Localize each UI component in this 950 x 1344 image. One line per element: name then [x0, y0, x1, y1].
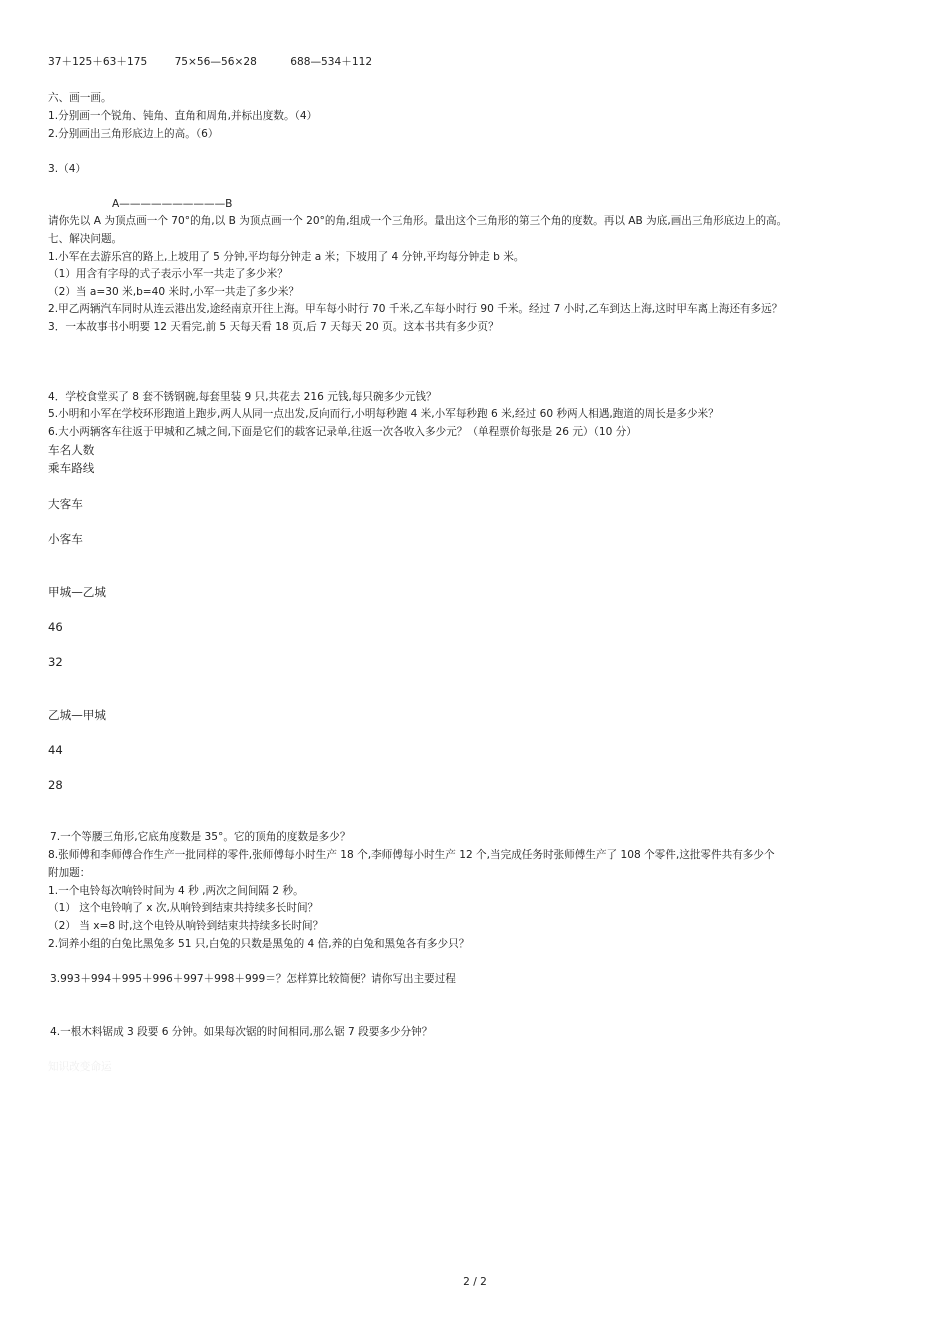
bonus-1: 1.一个电铃每次响铃时间为 4 秒 ,两次之间间隔 2 秒。 [48, 885, 304, 897]
bonus-heading: 附加题： [48, 867, 91, 879]
bonus-2: 2.饲养小组的白兔比黑兔多 51 只,白兔的只数是黑兔的 4 倍,养的白兔和黑兔各有多少只？ [48, 938, 470, 950]
problem-2: 2.甲乙两辆汽车同时从连云港出发,途经南京开往上海。甲车每小时行 70 千米,乙车每小时行 90 千米。经过 7 小时,乙车到达上海,这时甲车离上海还有多远？ [48, 303, 783, 315]
problem-7: 7.一个等腰三角形,它底角度数是 35°。它的顶角的度数是多少？ [50, 831, 351, 843]
table-route-1-small: 32 [48, 655, 63, 669]
bonus-1b: （2） 当 x=8 时,这个电铃从响铃到结束共持续多长时间？ [48, 920, 324, 932]
problem-5: 5.小明和小军在学校环形跑道上跑步,两人从同一点出发,反向而行,小明每秒跑 4 米,小军每秒跑 6 米,经过 60 秒两人相遇,跑道的周长是多少米？ [48, 408, 719, 420]
segment-ab: A——————————B [112, 198, 233, 210]
section-7-heading: 七、解决问题。 [48, 233, 123, 245]
bonus-3: 3.993＋994＋995＋996＋997＋998＋999＝？怎样算比较简便？请你写出主要过程 [50, 973, 456, 985]
table-route-2: 乙城—甲城 [48, 708, 106, 722]
table-bus-small: 小客车 [48, 532, 83, 546]
bonus-1a: （1） 这个电铃响了 x 次,从响铃到结束共持续多长时间？ [48, 902, 319, 914]
problem-3: 3．一本故事书小明要 12 天看完,前 5 天每天看 18 页,后 7 天每天 20 页。这本书共有多少页？ [48, 321, 499, 333]
bonus-4: 4.一根木料锯成 3 段要 6 分钟。如果每次锯的时间相同,那么锯 7 段要多少分钟？ [50, 1026, 433, 1038]
table-header-2: 乘车路线 [48, 461, 95, 475]
problem-1: 1.小军在去游乐宫的路上,上坡用了 5 分钟,平均每分钟走 a 米；下坡用了 4 分钟,平均每分钟走 b 米。 [48, 251, 525, 263]
section-6-q3-text: 请你先以 A 为顶点画一个 70°的角,以 B 为顶点画一个 20°的角,组成一个三角形。量出这个三角形的第三个角的度数。再以 AB 为底,画出三角形底边上的高。 [48, 215, 788, 227]
table-route-1: 甲城—乙城 [48, 585, 106, 599]
watermark-text: 知识改变命运 [48, 1061, 112, 1073]
table-route-2-big: 44 [48, 743, 63, 757]
calc-expression-1: 37＋125＋63＋175 [48, 56, 148, 68]
problem-8: 8.张师傅和李师傅合作生产一批同样的零件,张师傅每小时生产 18 个,李师傅每小时生产 12 个,当完成任务时张师傅生产了 108 个零件,这批零件共有多少个 [48, 849, 775, 861]
section-6-q2: 2.分别画出三角形底边上的高。（6） [48, 128, 219, 140]
calc-row [48, 55, 372, 69]
section-6-heading: 六、画一画。 [48, 92, 112, 104]
table-route-1-big: 46 [48, 620, 63, 634]
page-number: 2 / 2 [463, 1276, 487, 1288]
section-6-q1: 1.分别画一个锐角、钝角、直角和周角,并标出度数。（4） [48, 110, 318, 122]
calc-expression-3: 688—534＋112 [290, 56, 373, 68]
table-route-2-small: 28 [48, 778, 63, 792]
calc-expression-2: 75×56—56×28 [174, 56, 257, 68]
table-bus-big: 大客车 [48, 497, 83, 511]
section-6-q3: 3.（4） [48, 163, 87, 175]
problem-1b: （2）当 a=30 米,b=40 米时,小军一共走了多少米？ [48, 286, 300, 298]
problem-4: 4．学校食堂买了 8 套不锈钢碗,每套里装 9 只,共花去 216 元钱,每只碗多少元钱？ [48, 391, 437, 403]
table-header-1: 车名人数 [48, 443, 95, 457]
problem-1a: （1）用含有字母的式子表示小军一共走了多少米？ [48, 268, 288, 280]
problem-6: 6.大小两辆客车往返于甲城和乙城之间,下面是它们的载客记录单,往返一次各收入多少元？（单程票价每张是 26 元）（10 分） [48, 426, 637, 438]
